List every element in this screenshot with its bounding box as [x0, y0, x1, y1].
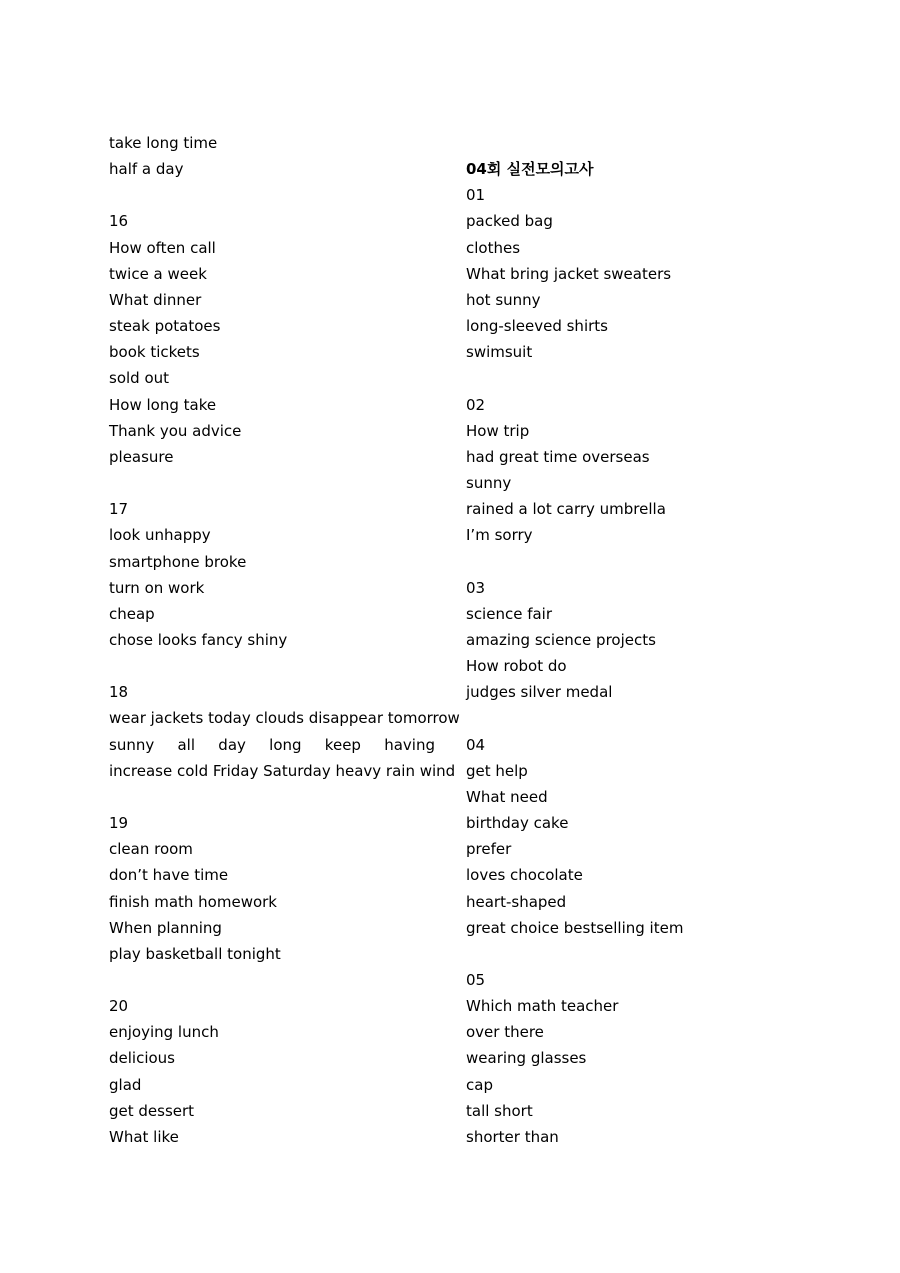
vocab-line: twice a week	[109, 264, 207, 283]
vocab-line: steak potatoes	[109, 317, 221, 336]
vocab-line: What dinner	[109, 290, 202, 309]
question-number: 16	[109, 212, 129, 231]
right-column	[466, 130, 796, 1150]
vocab-line: How long take	[109, 395, 217, 414]
vocab-line: clothes	[466, 238, 521, 257]
blank-line	[109, 182, 435, 208]
left-column	[109, 130, 460, 1150]
vocab-line: What like	[109, 1127, 179, 1146]
vocab-line: How robot do	[466, 657, 567, 676]
vocab-line: rained a lot carry umbrella	[466, 500, 666, 519]
blank-line	[466, 130, 796, 156]
vocab-line: turn on work	[109, 578, 205, 597]
vocab-line: wear jackets today clouds disappear tomorrow	[109, 709, 460, 728]
vocab-line: How trip	[466, 421, 530, 440]
blank-line	[466, 705, 796, 731]
vocab-line: cap	[466, 1075, 493, 1094]
vocab-line: chose looks fancy shiny	[109, 630, 288, 649]
vocab-line: get dessert	[109, 1101, 195, 1120]
vocab-line: sold out	[109, 369, 170, 388]
question-number: 18	[109, 683, 129, 702]
vocab-line: get help	[466, 761, 528, 780]
vocab-line: packed bag	[466, 212, 553, 231]
blank-line	[466, 365, 796, 391]
vocab-line: had great time overseas	[466, 447, 650, 466]
vocab-line: wearing glasses	[466, 1049, 587, 1068]
vocab-line: don’t have time	[109, 866, 229, 885]
vocab-line: clean room	[109, 840, 193, 859]
vocab-line: long-sleeved shirts	[466, 317, 608, 336]
vocab-line: play basketball tonight	[109, 944, 281, 963]
question-number: 02	[466, 395, 486, 414]
vocab-line: over there	[466, 1023, 544, 1042]
vocab-line: How often call	[109, 238, 216, 257]
vocab-line: tall short	[466, 1101, 533, 1120]
vocab-line: I’m sorry	[466, 526, 533, 545]
vocab-line: birthday cake	[466, 814, 569, 833]
section-heading: 04회 실전모의고사	[466, 160, 594, 179]
vocab-line: What need	[466, 787, 548, 806]
vocab-line: cheap	[109, 604, 155, 623]
vocab-line: swimsuit	[466, 343, 533, 362]
vocab-line: What bring jacket sweaters	[466, 264, 672, 283]
question-number: 04	[466, 735, 486, 754]
question-number: 20	[109, 997, 129, 1016]
vocab-line: prefer	[466, 840, 512, 859]
vocab-line: great choice bestselling item	[466, 918, 684, 937]
vocab-line: loves chocolate	[466, 866, 583, 885]
vocab-line: heart-shaped	[466, 892, 567, 911]
vocab-line: finish math homework	[109, 892, 277, 911]
vocab-line: judges silver medal	[466, 683, 613, 702]
vocab-line: increase cold Friday Saturday heavy rain wind	[109, 761, 456, 780]
vocab-line: When planning	[109, 918, 222, 937]
vocab-line: book tickets	[109, 343, 200, 362]
blank-line	[466, 941, 796, 967]
question-number: 05	[466, 971, 486, 989]
vocab-line: Which math teacher	[466, 997, 619, 1016]
vocab-line: look unhappy	[109, 526, 211, 545]
blank-line	[109, 967, 435, 993]
vocab-line: hot sunny	[466, 290, 541, 309]
blank-line	[109, 784, 435, 810]
vocab-line: half a day	[109, 160, 184, 179]
vocab-line: delicious	[109, 1049, 175, 1068]
question-number: 19	[109, 814, 129, 833]
vocab-line: Thank you advice	[109, 421, 242, 440]
question-number: 03	[466, 578, 486, 597]
vocab-line: pleasure	[109, 447, 174, 466]
vocab-line: sunny all day long keep having	[109, 735, 435, 754]
vocab-line: shorter than	[466, 1127, 559, 1146]
right-column-lines	[466, 182, 796, 1150]
blank-line	[109, 653, 435, 679]
vocab-line: enjoying lunch	[109, 1023, 219, 1042]
vocab-line: take long time	[109, 134, 218, 152]
vocab-line: science fair	[466, 604, 553, 623]
blank-line	[109, 470, 435, 496]
vocab-line: smartphone broke	[109, 552, 247, 571]
blank-line	[466, 549, 796, 575]
question-number: 01	[466, 186, 486, 205]
vocab-line: glad	[109, 1075, 142, 1094]
vocab-line: amazing science projects	[466, 630, 656, 649]
vocab-line: sunny	[466, 474, 512, 493]
question-number: 17	[109, 500, 129, 519]
